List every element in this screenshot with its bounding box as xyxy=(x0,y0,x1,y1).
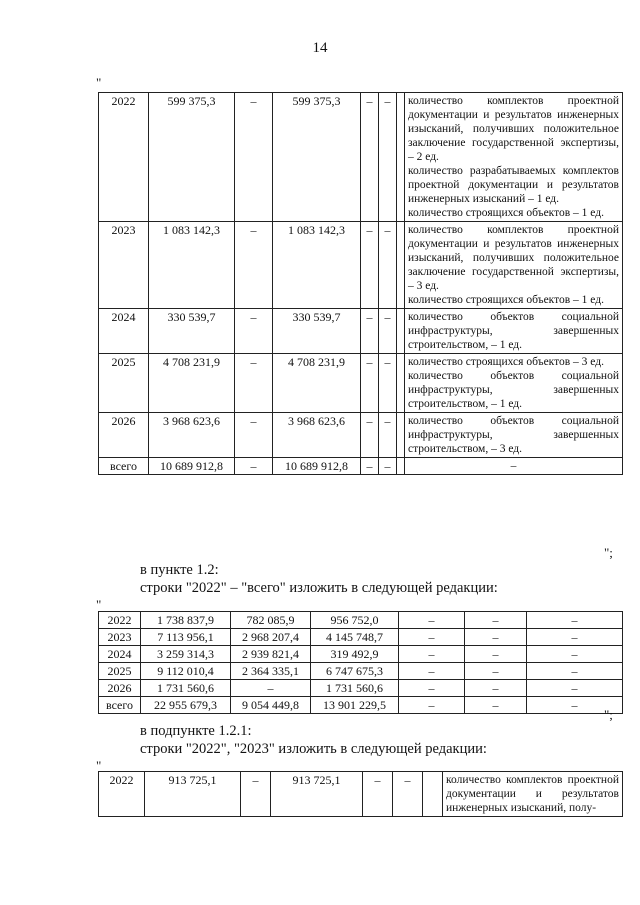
other-sources-cell: – xyxy=(465,680,527,697)
regional-budget-cell: 6 747 675,3 xyxy=(311,663,399,680)
total-cell: 4 708 231,9 xyxy=(149,354,235,413)
other-sources-cell: – xyxy=(465,663,527,680)
federal-budget-cell: – xyxy=(241,772,271,817)
other-sources-cell: – xyxy=(379,458,397,475)
indicator-text: – xyxy=(510,460,517,472)
federal-budget-cell: 2 364 335,1 xyxy=(231,663,311,680)
total-cell: 1 738 837,9 xyxy=(141,612,231,629)
local-budget-cell: – xyxy=(361,458,379,475)
federal-budget-cell: 2 939 821,4 xyxy=(231,646,311,663)
notes-cell: – xyxy=(527,680,623,697)
notes-cell: – xyxy=(527,663,623,680)
regional-budget-cell: 956 752,0 xyxy=(311,612,399,629)
regional-budget-cell: 13 901 229,5 xyxy=(311,697,399,714)
regional-budget-cell: 4 708 231,9 xyxy=(273,354,361,413)
federal-budget-cell: – xyxy=(235,309,273,354)
other-sources-cell: – xyxy=(379,309,397,354)
paragraph-section-1-2-instruction: строки "2022" – "всего" изложить в следующей редакции: xyxy=(140,580,498,596)
indicator-text: количество строящихся объектов – 3 ед. xyxy=(408,356,604,368)
total-cell: 3 968 623,6 xyxy=(149,413,235,458)
year-cell: 2026 xyxy=(99,413,149,458)
local-budget-cell: – xyxy=(361,222,379,309)
indicators-table-1-2-1 xyxy=(98,771,623,817)
table-row xyxy=(99,93,623,222)
total-cell: 22 955 679,3 xyxy=(141,697,231,714)
regional-budget-cell: 330 539,7 xyxy=(273,309,361,354)
finance-table-1-2 xyxy=(98,611,623,714)
indicator-description-cell xyxy=(405,413,623,458)
indicator-text: количество объектов социальной инфраструктуры, завершенных строительством, – 3 ед. xyxy=(408,415,619,455)
closing-quote-2: "; xyxy=(604,707,613,722)
spacer-cell xyxy=(397,458,405,475)
other-sources-cell: – xyxy=(379,222,397,309)
paragraph-subsection-1-2-1: в подпункте 1.2.1: xyxy=(140,723,252,739)
federal-budget-cell: – xyxy=(235,413,273,458)
year-cell: 2022 xyxy=(99,612,141,629)
notes-cell: – xyxy=(527,612,623,629)
indicator-text: количество комплектов проектной документации и результатов инженерных изысканий, получивших положительное заключение государственной экспертизы, – 3 ед. xyxy=(408,224,619,292)
opening-quote-1: " xyxy=(96,75,102,90)
paragraph-subsection-1-2-1-instruction: строки "2022", "2023" изложить в следующей редакции: xyxy=(140,741,487,757)
other-sources-cell: – xyxy=(465,646,527,663)
total-cell: 1 083 142,3 xyxy=(149,222,235,309)
indicator-text: количество объектов социальной инфраструктуры, завершенных строительством, – 1 ед. xyxy=(408,311,619,351)
indicator-description-cell: количество комплектов проектной документации и результатов инженерных изысканий, полу- xyxy=(443,772,623,817)
spacer-cell xyxy=(397,309,405,354)
table-row xyxy=(99,612,623,629)
indicator-description-cell xyxy=(405,93,623,222)
total-cell: 10 689 912,8 xyxy=(149,458,235,475)
local-budget-cell: – xyxy=(399,646,465,663)
regional-budget-cell: 599 375,3 xyxy=(273,93,361,222)
local-budget-cell: – xyxy=(363,772,393,817)
year-cell: 2022 xyxy=(99,93,149,222)
table-row xyxy=(99,458,623,475)
closing-quote-1: "; xyxy=(604,545,613,560)
year-cell: 2024 xyxy=(99,646,141,663)
table-row xyxy=(99,413,623,458)
year-cell: всего xyxy=(99,458,149,475)
federal-budget-cell: – xyxy=(235,93,273,222)
opening-quote-3: " xyxy=(96,758,102,773)
regional-budget-cell: 3 968 623,6 xyxy=(273,413,361,458)
indicator-text: количество комплектов проектной документации и результатов инженерных изысканий, получивших положительное заключение государственной экспертизы, – 2 ед. xyxy=(408,95,619,163)
other-sources-cell: – xyxy=(379,413,397,458)
year-cell: 2022 xyxy=(99,772,145,817)
table-row xyxy=(99,697,623,714)
regional-budget-cell: 1 083 142,3 xyxy=(273,222,361,309)
total-cell: 9 112 010,4 xyxy=(141,663,231,680)
total-cell: 913 725,1 xyxy=(145,772,241,817)
local-budget-cell: – xyxy=(399,663,465,680)
spacer-cell xyxy=(397,93,405,222)
table-row xyxy=(99,354,623,413)
federal-budget-cell: 2 968 207,4 xyxy=(231,629,311,646)
table-row xyxy=(99,222,623,309)
table-row xyxy=(99,646,623,663)
notes-cell: – xyxy=(527,646,623,663)
year-cell: 2023 xyxy=(99,222,149,309)
total-cell: 599 375,3 xyxy=(149,93,235,222)
year-cell: 2025 xyxy=(99,663,141,680)
year-cell: 2026 xyxy=(99,680,141,697)
federal-budget-cell: 782 085,9 xyxy=(231,612,311,629)
spacer-cell xyxy=(397,354,405,413)
indicators-table-1 xyxy=(98,92,623,475)
regional-budget-cell: 319 492,9 xyxy=(311,646,399,663)
federal-budget-cell: 9 054 449,8 xyxy=(231,697,311,714)
indicator-text: количество разрабатываемых комплектов проектной документации и результатов инженерных изысканий – 1 ед. xyxy=(408,165,619,205)
page-number: 14 xyxy=(312,40,328,56)
federal-budget-cell: – xyxy=(231,680,311,697)
local-budget-cell: – xyxy=(361,354,379,413)
total-cell: 7 113 956,1 xyxy=(141,629,231,646)
table-row xyxy=(99,663,623,680)
spacer-cell xyxy=(397,413,405,458)
opening-quote-2: " xyxy=(96,597,102,612)
notes-cell: – xyxy=(527,697,623,714)
indicator-text: количество строящихся объектов – 1 ед. xyxy=(408,294,604,306)
other-sources-cell: – xyxy=(465,697,527,714)
table-row xyxy=(99,309,623,354)
indicator-text: количество объектов социальной инфраструктуры, завершенных строительством, – 1 ед. xyxy=(408,370,619,410)
federal-budget-cell: – xyxy=(235,458,273,475)
year-cell: 2025 xyxy=(99,354,149,413)
other-sources-cell: – xyxy=(379,93,397,222)
local-budget-cell: – xyxy=(399,697,465,714)
spacer-cell xyxy=(397,222,405,309)
notes-cell: – xyxy=(527,629,623,646)
table-row xyxy=(99,772,623,817)
federal-budget-cell: – xyxy=(235,354,273,413)
local-budget-cell: – xyxy=(361,93,379,222)
other-sources-cell: – xyxy=(465,629,527,646)
indicator-text: количество строящихся объектов – 1 ед. xyxy=(408,207,604,219)
spacer-cell xyxy=(423,772,443,817)
table-row xyxy=(99,629,623,646)
regional-budget-cell: 913 725,1 xyxy=(271,772,363,817)
table-row xyxy=(99,680,623,697)
local-budget-cell: – xyxy=(399,612,465,629)
year-cell: всего xyxy=(99,697,141,714)
regional-budget-cell: 10 689 912,8 xyxy=(273,458,361,475)
local-budget-cell: – xyxy=(361,309,379,354)
total-cell: 1 731 560,6 xyxy=(141,680,231,697)
indicator-description-cell xyxy=(405,354,623,413)
indicator-description-cell xyxy=(405,222,623,309)
year-cell: 2023 xyxy=(99,629,141,646)
local-budget-cell: – xyxy=(399,680,465,697)
total-cell: 3 259 314,3 xyxy=(141,646,231,663)
local-budget-cell: – xyxy=(361,413,379,458)
federal-budget-cell: – xyxy=(235,222,273,309)
other-sources-cell: – xyxy=(379,354,397,413)
regional-budget-cell: 4 145 748,7 xyxy=(311,629,399,646)
local-budget-cell: – xyxy=(399,629,465,646)
other-sources-cell: – xyxy=(393,772,423,817)
indicator-description-cell xyxy=(405,309,623,354)
regional-budget-cell: 1 731 560,6 xyxy=(311,680,399,697)
other-sources-cell: – xyxy=(465,612,527,629)
total-cell: 330 539,7 xyxy=(149,309,235,354)
paragraph-section-1-2: в пункте 1.2: xyxy=(140,562,219,578)
year-cell: 2024 xyxy=(99,309,149,354)
indicator-description-cell xyxy=(405,458,623,475)
